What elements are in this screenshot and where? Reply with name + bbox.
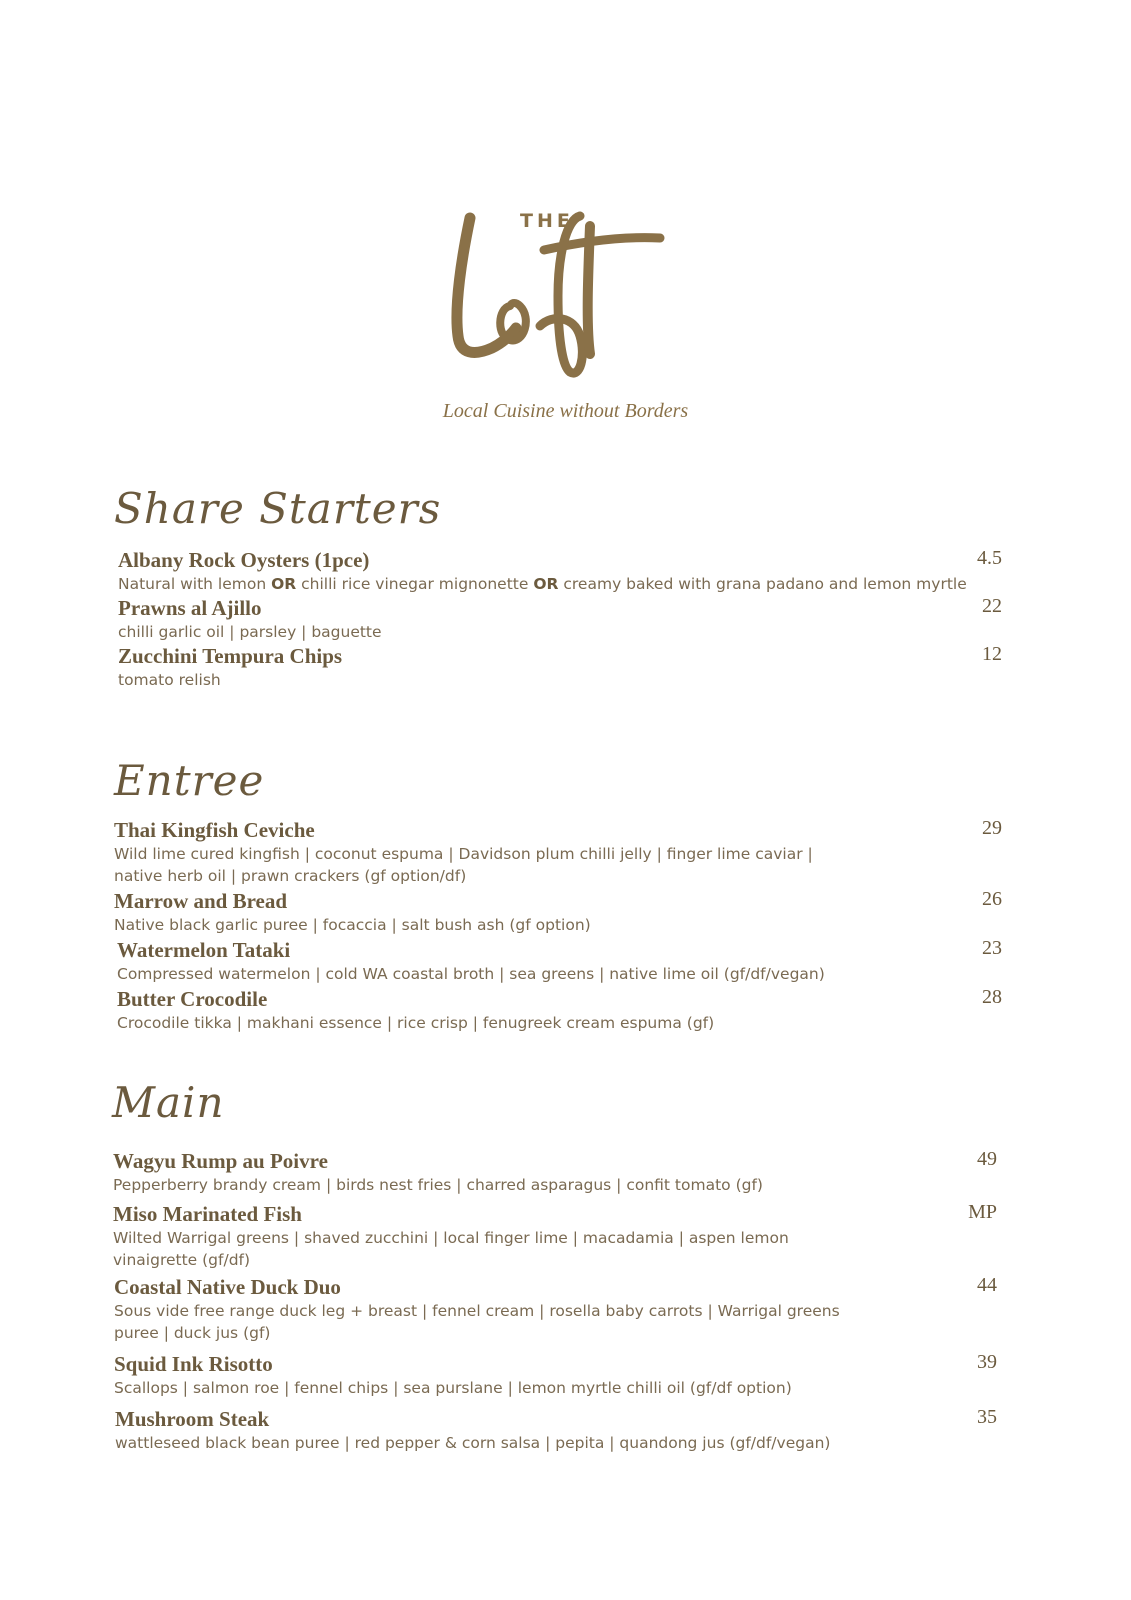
item-price: 23	[982, 937, 1002, 959]
menu-item	[114, 817, 1002, 887]
item-description: Scallops | salmon roe | fennel chips | sea purslane | lemon myrtle chilli oil (gf/df option)	[114, 1379, 792, 1397]
item-name: Zucchini Tempura Chips	[118, 644, 343, 668]
section-title-main: Main	[112, 1078, 225, 1127]
item-name: Thai Kingfish Ceviche	[114, 818, 315, 842]
item-price: 4.5	[977, 547, 1002, 569]
item-price: 49	[977, 1148, 997, 1170]
item-name: Miso Marinated Fish	[113, 1202, 302, 1226]
menu-item	[118, 643, 1002, 691]
item-price: 39	[977, 1351, 997, 1373]
item-description: wattleseed black bean puree | red pepper & corn salsa | pepita | quandong jus (gf/df/vegan)	[115, 1434, 831, 1452]
menu-item	[114, 1351, 997, 1399]
item-description: Wilted Warrigal greens | shaved zucchini | local finger lime | macadamia | aspen lemon	[113, 1229, 789, 1247]
menu-item	[117, 986, 1002, 1034]
menu-item	[118, 595, 1002, 643]
item-description-line2: puree | duck jus (gf)	[114, 1324, 271, 1342]
item-name: Coastal Native Duck Duo	[114, 1275, 341, 1299]
item-description-line2: native herb oil | prawn crackers (gf option/df)	[114, 867, 467, 885]
logo-the-text: THE	[520, 210, 574, 232]
item-price: 35	[977, 1406, 997, 1428]
section-title-share-starters: Share Starters	[114, 484, 442, 533]
item-price: 12	[982, 643, 1002, 665]
menu-item	[118, 547, 1002, 595]
item-price: 44	[977, 1274, 997, 1296]
item-price: MP	[968, 1201, 997, 1223]
item-price: 29	[982, 817, 1002, 839]
item-price: 22	[982, 595, 1002, 617]
tagline: Local Cuisine without Borders	[442, 400, 689, 422]
item-name: Albany Rock Oysters (1pce)	[118, 548, 370, 572]
item-name: Butter Crocodile	[117, 987, 268, 1011]
section-title-entree: Entree	[114, 756, 265, 805]
restaurant-logo	[440, 196, 680, 396]
menu-item	[117, 937, 1002, 985]
item-name: Prawns al Ajillo	[118, 596, 262, 620]
item-price: 26	[982, 888, 1002, 910]
menu-item	[114, 1274, 997, 1344]
menu-item	[115, 1406, 997, 1454]
item-description-line2: vinaigrette (gf/df)	[113, 1251, 251, 1269]
item-description: Native black garlic puree | focaccia | salt bush ash (gf option)	[114, 916, 591, 934]
item-description: Crocodile tikka | makhani essence | rice crisp | fenugreek cream espuma (gf)	[117, 1014, 715, 1032]
item-name: Watermelon Tataki	[117, 938, 291, 962]
item-description: Wild lime cured kingfish | coconut espuma | Davidson plum chilli jelly | finger lime caviar |	[114, 845, 813, 863]
item-name: Wagyu Rump au Poivre	[113, 1149, 328, 1173]
item-description: Sous vide free range duck leg + breast | fennel cream | rosella baby carrots | Warrigal greens	[114, 1302, 840, 1320]
item-description: Natural with lemon OR chilli rice vinegar mignonette OR creamy baked with grana padano and lemon myrtle	[118, 575, 967, 593]
item-name: Mushroom Steak	[115, 1407, 270, 1431]
item-description: Compressed watermelon | cold WA coastal broth | sea greens | native lime oil (gf/df/vegan)	[117, 965, 825, 983]
item-name: Marrow and Bread	[114, 889, 288, 913]
menu-item	[114, 888, 1002, 936]
item-description: tomato relish	[118, 671, 221, 689]
item-description: Pepperberry brandy cream | birds nest fries | charred asparagus | confit tomato (gf)	[113, 1176, 763, 1194]
item-description: chilli garlic oil | parsley | baguette	[118, 623, 382, 641]
item-price: 28	[982, 986, 1002, 1008]
menu-item	[113, 1201, 997, 1271]
item-name: Squid Ink Risotto	[114, 1352, 273, 1376]
menu-item	[113, 1148, 997, 1196]
